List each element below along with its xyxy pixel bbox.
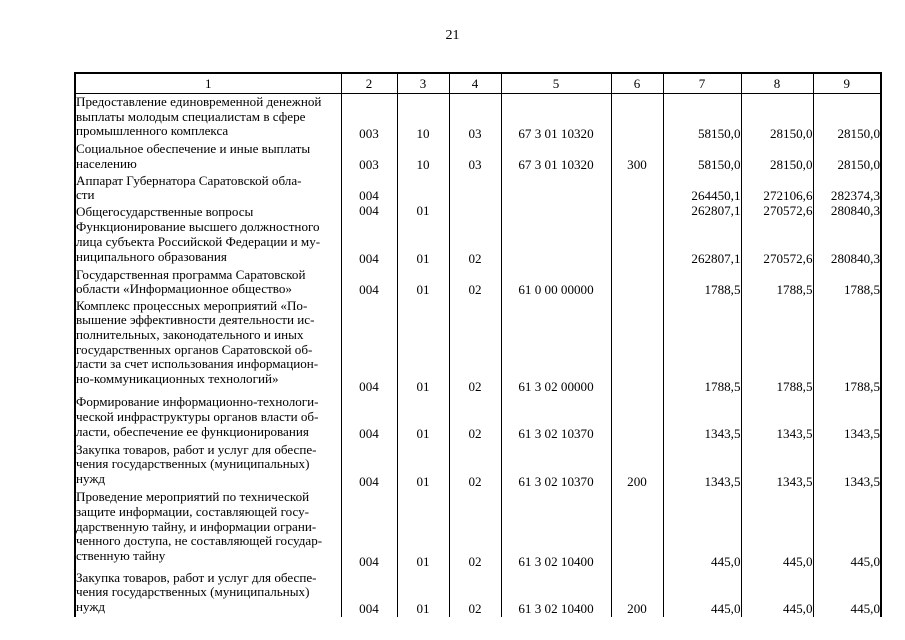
row-expense-type-code xyxy=(611,204,663,220)
row-amount-year2: 28150,0 xyxy=(741,141,813,172)
row-subsection-code: 02 xyxy=(449,267,501,298)
row-amount-year2: 445,0 xyxy=(741,489,813,569)
row-subsection-code: 02 xyxy=(449,298,501,395)
row-label: Закупка товаров, работ и услуг для обеспе- чения государственных (муниципальных) нужд xyxy=(75,442,341,489)
row-amount-year2: 1788,5 xyxy=(741,298,813,395)
row-amount-year3: 282374,3 xyxy=(813,173,881,204)
row-label: Комплекс процессных мероприятий «По- вышение эффективности деятельности ис- полнительных, законодательного и иных государственных органов Саратовской об- ласти за счет использования информацион- но-коммуникационных технологий» xyxy=(75,298,341,395)
row-expense-type-code xyxy=(611,394,663,441)
row-amount-year2: 270572,6 xyxy=(741,204,813,220)
row-target-code xyxy=(501,219,611,266)
row-amount-year3: 1343,5 xyxy=(813,442,881,489)
row-target-code: 67 3 01 10320 xyxy=(501,94,611,142)
row-amount-year1: 58150,0 xyxy=(663,94,741,142)
row-expense-type-code: 200 xyxy=(611,442,663,489)
row-amount-year3: 445,0 xyxy=(813,570,881,617)
row-label: Аппарат Губернатора Саратовской обла- сти xyxy=(75,173,341,204)
row-amount-year1: 445,0 xyxy=(663,489,741,569)
row-subsection-code: 03 xyxy=(449,141,501,172)
row-chapter-code: 004 xyxy=(341,489,397,569)
table-row xyxy=(75,442,881,489)
row-expense-type-code xyxy=(611,267,663,298)
budget-table-container xyxy=(74,72,880,617)
row-amount-year3: 445,0 xyxy=(813,489,881,569)
row-chapter-code: 004 xyxy=(341,298,397,395)
row-amount-year1: 262807,1 xyxy=(663,219,741,266)
row-section-code: 01 xyxy=(397,489,449,569)
table-row xyxy=(75,394,881,441)
column-header-1: 1 xyxy=(75,73,341,94)
row-amount-year1: 58150,0 xyxy=(663,141,741,172)
row-chapter-code: 004 xyxy=(341,394,397,441)
row-amount-year3: 1788,5 xyxy=(813,298,881,395)
row-subsection-code: 02 xyxy=(449,219,501,266)
row-chapter-code: 003 xyxy=(341,94,397,142)
column-header-2: 2 xyxy=(341,73,397,94)
row-section-code xyxy=(397,173,449,204)
row-label: Формирование информационно-технологи- ческой инфраструктуры органов власти об- ласти, обеспечение ее функционирования xyxy=(75,394,341,441)
column-header-5: 5 xyxy=(501,73,611,94)
row-amount-year2: 1343,5 xyxy=(741,442,813,489)
table-row xyxy=(75,267,881,298)
row-subsection-code: 03 xyxy=(449,94,501,142)
row-label: Социальное обеспечение и иные выплаты населению xyxy=(75,141,341,172)
row-chapter-code: 004 xyxy=(341,173,397,204)
table-body xyxy=(75,94,881,617)
row-label: Общегосударственные вопросы xyxy=(75,204,341,220)
row-amount-year3: 1343,5 xyxy=(813,394,881,441)
table-header xyxy=(75,73,881,94)
page-number: 21 xyxy=(445,28,460,43)
row-target-code: 61 3 02 10370 xyxy=(501,442,611,489)
row-target-code: 61 3 02 10400 xyxy=(501,489,611,569)
row-target-code: 61 3 02 10400 xyxy=(501,570,611,617)
row-label: Функционирование высшего должностного лица субъекта Российской Федерации и му- ниципального образования xyxy=(75,219,341,266)
row-expense-type-code xyxy=(611,489,663,569)
row-amount-year1: 1788,5 xyxy=(663,298,741,395)
row-chapter-code: 004 xyxy=(341,219,397,266)
row-amount-year2: 445,0 xyxy=(741,570,813,617)
budget-table xyxy=(74,72,882,617)
row-target-code xyxy=(501,204,611,220)
row-section-code: 01 xyxy=(397,267,449,298)
row-amount-year1: 264450,1 xyxy=(663,173,741,204)
column-header-7: 7 xyxy=(663,73,741,94)
table-row xyxy=(75,204,881,220)
column-header-4: 4 xyxy=(449,73,501,94)
row-amount-year2: 272106,6 xyxy=(741,173,813,204)
row-subsection-code: 02 xyxy=(449,570,501,617)
row-target-code: 67 3 01 10320 xyxy=(501,141,611,172)
row-amount-year3: 280840,3 xyxy=(813,219,881,266)
row-amount-year2: 1788,5 xyxy=(741,267,813,298)
row-subsection-code: 02 xyxy=(449,489,501,569)
row-amount-year1: 1343,5 xyxy=(663,394,741,441)
row-target-code xyxy=(501,173,611,204)
row-amount-year2: 28150,0 xyxy=(741,94,813,142)
row-section-code: 01 xyxy=(397,219,449,266)
row-section-code: 10 xyxy=(397,94,449,142)
table-row xyxy=(75,219,881,266)
row-amount-year1: 445,0 xyxy=(663,570,741,617)
row-section-code: 01 xyxy=(397,298,449,395)
row-section-code: 01 xyxy=(397,442,449,489)
column-header-6: 6 xyxy=(611,73,663,94)
row-chapter-code: 004 xyxy=(341,204,397,220)
row-label: Проведение мероприятий по технической защите информации, составляющей госу- дарственную тайну, и информации ограни- ченного доступа, не составляющей государ- ственную тайну xyxy=(75,489,341,569)
table-row xyxy=(75,570,881,617)
row-expense-type-code: 300 xyxy=(611,141,663,172)
column-header-3: 3 xyxy=(397,73,449,94)
row-amount-year2: 1343,5 xyxy=(741,394,813,441)
row-amount-year1: 1343,5 xyxy=(663,442,741,489)
row-chapter-code: 003 xyxy=(341,141,397,172)
row-amount-year3: 28150,0 xyxy=(813,141,881,172)
row-label: Закупка товаров, работ и услуг для обеспе- чения государственных (муниципальных) нужд xyxy=(75,570,341,617)
row-chapter-code: 004 xyxy=(341,267,397,298)
row-section-code: 01 xyxy=(397,394,449,441)
row-chapter-code: 004 xyxy=(341,570,397,617)
row-label: Предоставление единовременной денежной выплаты молодым специалистам в сфере промышленного комплекса xyxy=(75,94,341,142)
row-amount-year1: 1788,5 xyxy=(663,267,741,298)
row-expense-type-code xyxy=(611,219,663,266)
column-header-8: 8 xyxy=(741,73,813,94)
row-target-code: 61 0 00 00000 xyxy=(501,267,611,298)
row-section-code: 01 xyxy=(397,570,449,617)
table-row xyxy=(75,141,881,172)
table-row xyxy=(75,489,881,569)
table-row xyxy=(75,94,881,142)
row-amount-year3: 28150,0 xyxy=(813,94,881,142)
row-subsection-code: 02 xyxy=(449,394,501,441)
row-target-code: 61 3 02 10370 xyxy=(501,394,611,441)
column-header-9: 9 xyxy=(813,73,881,94)
row-subsection-code: 02 xyxy=(449,442,501,489)
row-expense-type-code xyxy=(611,298,663,395)
column-number-row xyxy=(75,73,881,94)
row-expense-type-code xyxy=(611,94,663,142)
row-chapter-code: 004 xyxy=(341,442,397,489)
row-section-code: 01 xyxy=(397,204,449,220)
row-section-code: 10 xyxy=(397,141,449,172)
table-row xyxy=(75,173,881,204)
row-expense-type-code xyxy=(611,173,663,204)
row-amount-year3: 1788,5 xyxy=(813,267,881,298)
row-amount-year3: 280840,3 xyxy=(813,204,881,220)
row-target-code: 61 3 02 00000 xyxy=(501,298,611,395)
row-label: Государственная программа Саратовской области «Информационное общество» xyxy=(75,267,341,298)
row-amount-year1: 262807,1 xyxy=(663,204,741,220)
row-subsection-code xyxy=(449,204,501,220)
row-amount-year2: 270572,6 xyxy=(741,219,813,266)
table-row xyxy=(75,298,881,395)
row-subsection-code xyxy=(449,173,501,204)
row-expense-type-code: 200 xyxy=(611,570,663,617)
